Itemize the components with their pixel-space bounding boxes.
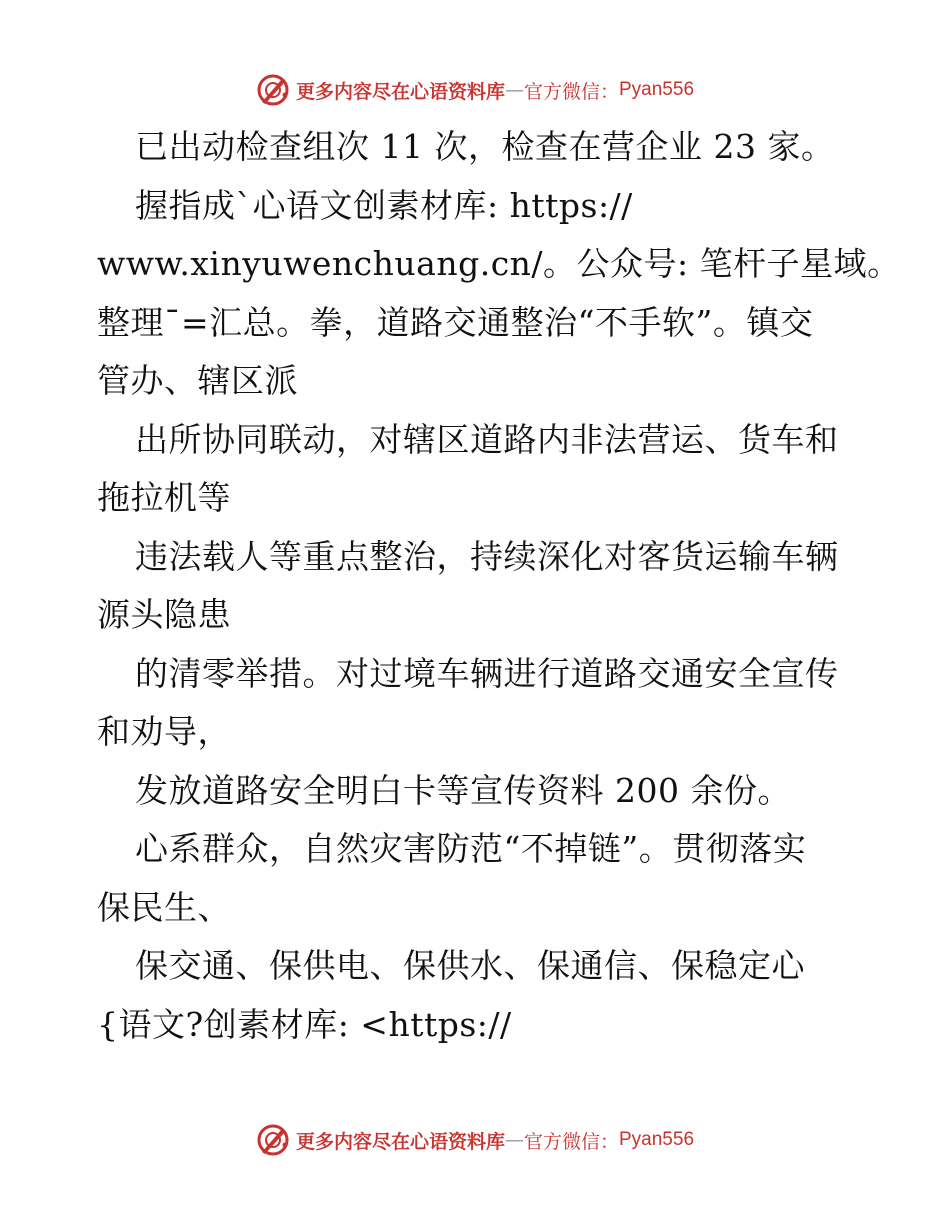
footer-contact-account: Pyan556 bbox=[619, 1129, 695, 1150]
footer-separator: — bbox=[504, 1129, 524, 1151]
footer-contact-label: 官方微信： bbox=[523, 1130, 619, 1153]
body-line-3: www.xinyuwenchuang.cn/。公众号: 笔杆子星域。 bbox=[97, 244, 901, 283]
body-line-10: 的清零举措。对过境车辆进行道路交通安全宣传 bbox=[135, 653, 839, 693]
body-line-11: 和劝导， bbox=[97, 712, 231, 751]
body-line-13: 心系群众，自然灾害防范“不掉链”。贯彻落实 bbox=[135, 829, 807, 868]
body-line-16: {语文?创素材库: <https:// bbox=[97, 1004, 512, 1044]
body-line-1: 已出动检查组次 11 次，检查在营企业 23 家。 bbox=[135, 127, 835, 166]
header-contact-label: 官方微信： bbox=[523, 80, 619, 103]
header-separator: — bbox=[504, 79, 524, 101]
body-line-7: 拖拉机等 bbox=[97, 478, 231, 517]
body-line-6: 出所协同联动，对辖区道路内非法营运、货车和 bbox=[135, 419, 839, 459]
header-contact-account: Pyan556 bbox=[619, 79, 695, 100]
footer-banner bbox=[0, 1120, 950, 1160]
header-banner-text: 更多内容尽在心语资料库 bbox=[295, 80, 505, 103]
body-line-12: 发放道路安全明白卡等宣传资料 200 余份。 bbox=[135, 770, 791, 810]
brand-logo-icon bbox=[256, 1123, 290, 1157]
document-body bbox=[97, 118, 901, 1054]
body-line-4: 整理¯=汇总。拳，道路交通整治“不手软”。镇交 bbox=[97, 302, 814, 342]
header-banner bbox=[0, 70, 950, 110]
body-line-2: 握指成ˋ心语文创素材库: https:// bbox=[135, 185, 633, 225]
brand-logo-icon bbox=[256, 73, 290, 107]
footer-banner-text: 更多内容尽在心语资料库 bbox=[295, 1130, 505, 1153]
body-line-8: 违法载人等重点整治，持续深化对客货运输车辆 bbox=[135, 536, 839, 576]
body-line-5: 管办、辖区派 bbox=[97, 361, 298, 400]
body-line-15: 保交通、保供电、保供水、保通信、保稳定心 bbox=[135, 946, 805, 985]
body-line-9: 源头隐患 bbox=[97, 595, 231, 634]
body-line-14: 保民生、 bbox=[97, 887, 231, 927]
